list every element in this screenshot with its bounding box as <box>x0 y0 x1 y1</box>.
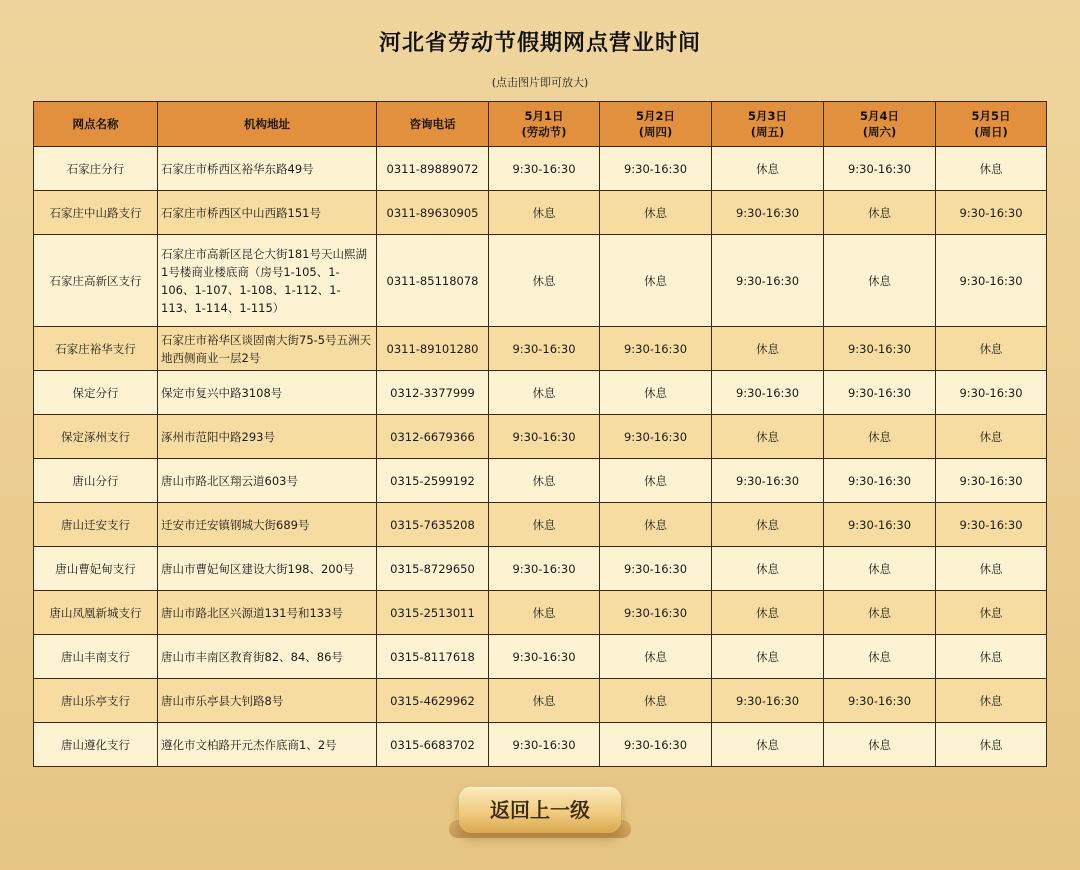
hours-cell-day-5: 休息 <box>936 415 1047 459</box>
hours-cell-day-2: 9:30-16:30 <box>600 147 712 191</box>
header-day-4 <box>824 102 936 147</box>
phone-cell: 0311-89630905 <box>377 191 489 235</box>
branch-name-cell: 唐山凤凰新城支行 <box>34 591 158 635</box>
hours-cell-day-1: 9:30-16:30 <box>489 547 600 591</box>
address-cell: 迁安市迁安镇钢城大街689号 <box>158 503 377 547</box>
address-cell: 石家庄市高新区昆仑大街181号天山熙湖1号楼商业楼底商（房号1-105、1-106、1-107、1-108、1-112、1-113、1-114、1-115） <box>158 235 377 327</box>
phone-cell: 0315-8117618 <box>377 635 489 679</box>
hours-cell-day-3: 休息 <box>712 503 824 547</box>
phone-cell: 0315-7635208 <box>377 503 489 547</box>
hours-cell-day-3: 休息 <box>712 415 824 459</box>
hours-cell-day-1: 休息 <box>489 235 600 327</box>
address-cell: 石家庄市裕华区谈固南大街75-5号五洲天地西侧商业一层2号 <box>158 327 377 371</box>
hours-cell-day-5: 休息 <box>936 147 1047 191</box>
hours-cell-day-2: 休息 <box>600 235 712 327</box>
hours-cell-day-5: 9:30-16:30 <box>936 235 1047 327</box>
hours-cell-day-2: 9:30-16:30 <box>600 327 712 371</box>
hours-cell-day-2: 9:30-16:30 <box>600 547 712 591</box>
hours-cell-day-2: 9:30-16:30 <box>600 591 712 635</box>
hours-cell-day-1: 休息 <box>489 503 600 547</box>
header-day-3 <box>712 102 824 147</box>
hours-cell-day-3: 9:30-16:30 <box>712 371 824 415</box>
header-phone: 咨询电话 <box>377 102 489 147</box>
hours-cell-day-3: 休息 <box>712 723 824 767</box>
address-cell: 唐山市路北区兴源道131号和133号 <box>158 591 377 635</box>
hours-cell-day-4: 9:30-16:30 <box>824 679 936 723</box>
hours-cell-day-1: 9:30-16:30 <box>489 723 600 767</box>
header-day-2-note: (周四) <box>638 125 673 139</box>
hours-cell-day-3: 9:30-16:30 <box>712 191 824 235</box>
address-cell: 石家庄市桥西区裕华东路49号 <box>158 147 377 191</box>
address-cell: 唐山市路北区翔云道603号 <box>158 459 377 503</box>
phone-cell: 0311-89889072 <box>377 147 489 191</box>
hours-cell-day-5: 休息 <box>936 679 1047 723</box>
table-row <box>34 371 1047 415</box>
table-row <box>34 147 1047 191</box>
hours-cell-day-5: 9:30-16:30 <box>936 459 1047 503</box>
hours-cell-day-2: 休息 <box>600 459 712 503</box>
hours-cell-day-3: 休息 <box>712 635 824 679</box>
table-row <box>34 191 1047 235</box>
hours-cell-day-4: 休息 <box>824 235 936 327</box>
hours-cell-day-3: 休息 <box>712 547 824 591</box>
branch-name-cell: 唐山迁安支行 <box>34 503 158 547</box>
hours-cell-day-3: 休息 <box>712 591 824 635</box>
hours-cell-day-4: 9:30-16:30 <box>824 459 936 503</box>
hours-cell-day-2: 休息 <box>600 371 712 415</box>
hours-cell-day-4: 休息 <box>824 635 936 679</box>
table-row <box>34 235 1047 327</box>
address-cell: 唐山市丰南区教育街82、84、86号 <box>158 635 377 679</box>
zoom-hint: (点击图片即可放大) <box>491 76 589 89</box>
table-row <box>34 327 1047 371</box>
branch-name-cell: 唐山分行 <box>34 459 158 503</box>
hours-cell-day-4: 休息 <box>824 191 936 235</box>
branch-name-cell: 唐山曹妃甸支行 <box>34 547 158 591</box>
header-day-2 <box>600 102 712 147</box>
hours-cell-day-4: 9:30-16:30 <box>824 371 936 415</box>
hours-cell-day-4: 9:30-16:30 <box>824 327 936 371</box>
hours-cell-day-2: 9:30-16:30 <box>600 723 712 767</box>
header-day-4-date: 5月4日 <box>859 109 899 123</box>
header-day-4-note: (周六) <box>862 125 897 139</box>
hours-cell-day-5: 9:30-16:30 <box>936 191 1047 235</box>
hours-cell-day-1: 休息 <box>489 371 600 415</box>
phone-cell: 0311-89101280 <box>377 327 489 371</box>
branch-name-cell: 石家庄分行 <box>34 147 158 191</box>
hours-cell-day-1: 休息 <box>489 591 600 635</box>
header-day-1 <box>489 102 600 147</box>
phone-cell: 0312-3377999 <box>377 371 489 415</box>
phone-cell: 0315-8729650 <box>377 547 489 591</box>
table-row <box>34 635 1047 679</box>
phone-cell: 0315-4629962 <box>377 679 489 723</box>
branch-name-cell: 石家庄裕华支行 <box>34 327 158 371</box>
hours-cell-day-5: 9:30-16:30 <box>936 371 1047 415</box>
address-cell: 保定市复兴中路3108号 <box>158 371 377 415</box>
address-cell: 唐山市乐亭县大钊路8号 <box>158 679 377 723</box>
table-header-row <box>34 102 1047 147</box>
hours-cell-day-2: 9:30-16:30 <box>600 415 712 459</box>
header-day-1-note: (劳动节) <box>521 125 567 139</box>
branch-name-cell: 保定分行 <box>34 371 158 415</box>
branch-name-cell: 保定涿州支行 <box>34 415 158 459</box>
table-row <box>34 547 1047 591</box>
hours-cell-day-5: 休息 <box>936 635 1047 679</box>
header-day-5 <box>936 102 1047 147</box>
hours-cell-day-5: 休息 <box>936 547 1047 591</box>
branch-name-cell: 石家庄高新区支行 <box>34 235 158 327</box>
header-address: 机构地址 <box>158 102 377 147</box>
hours-cell-day-4: 9:30-16:30 <box>824 503 936 547</box>
hours-cell-day-3: 9:30-16:30 <box>712 235 824 327</box>
hours-cell-day-1: 9:30-16:30 <box>489 147 600 191</box>
branch-name-cell: 唐山丰南支行 <box>34 635 158 679</box>
hours-cell-day-2: 休息 <box>600 191 712 235</box>
hours-cell-day-1: 休息 <box>489 191 600 235</box>
hours-cell-day-3: 9:30-16:30 <box>712 459 824 503</box>
header-day-2-date: 5月2日 <box>635 109 675 123</box>
table-row <box>34 679 1047 723</box>
address-cell: 石家庄市桥西区中山西路151号 <box>158 191 377 235</box>
hours-cell-day-1: 休息 <box>489 679 600 723</box>
hours-cell-day-2: 休息 <box>600 635 712 679</box>
hours-cell-day-1: 休息 <box>489 459 600 503</box>
address-cell: 唐山市曹妃甸区建设大街198、200号 <box>158 547 377 591</box>
hours-cell-day-2: 休息 <box>600 679 712 723</box>
header-day-3-date: 5月3日 <box>747 109 787 123</box>
phone-cell: 0315-6683702 <box>377 723 489 767</box>
hours-cell-day-5: 休息 <box>936 591 1047 635</box>
address-cell: 遵化市文柏路开元杰作底商1、2号 <box>158 723 377 767</box>
hours-cell-day-4: 休息 <box>824 591 936 635</box>
phone-cell: 0311-85118078 <box>377 235 489 327</box>
table-row <box>34 459 1047 503</box>
hours-cell-day-5: 9:30-16:30 <box>936 503 1047 547</box>
hours-cell-day-4: 9:30-16:30 <box>824 147 936 191</box>
header-day-5-date: 5月5日 <box>971 109 1011 123</box>
hours-cell-day-2: 休息 <box>600 503 712 547</box>
branch-name-cell: 石家庄中山路支行 <box>34 191 158 235</box>
hours-cell-day-1: 9:30-16:30 <box>489 415 600 459</box>
header-branch-name: 网点名称 <box>34 102 158 147</box>
table-row <box>34 415 1047 459</box>
phone-cell: 0315-2599192 <box>377 459 489 503</box>
page-title: 河北省劳动节假期网点营业时间 <box>378 31 701 56</box>
hours-cell-day-5: 休息 <box>936 723 1047 767</box>
branch-name-cell: 唐山乐亭支行 <box>34 679 158 723</box>
header-day-3-note: (周五) <box>750 125 785 139</box>
table-row <box>34 723 1047 767</box>
hours-cell-day-3: 休息 <box>712 327 824 371</box>
hours-cell-day-4: 休息 <box>824 723 936 767</box>
table-row <box>34 503 1047 547</box>
hours-cell-day-4: 休息 <box>824 415 936 459</box>
back-button[interactable]: 返回上一级 <box>459 787 621 833</box>
hours-cell-day-3: 休息 <box>712 147 824 191</box>
hours-cell-day-3: 9:30-16:30 <box>712 679 824 723</box>
header-day-1-date: 5月1日 <box>524 109 564 123</box>
hours-cell-day-5: 休息 <box>936 327 1047 371</box>
branch-name-cell: 唐山遵化支行 <box>34 723 158 767</box>
schedule-table <box>33 101 1047 767</box>
address-cell: 涿州市范阳中路293号 <box>158 415 377 459</box>
phone-cell: 0312-6679366 <box>377 415 489 459</box>
hours-cell-day-1: 9:30-16:30 <box>489 635 600 679</box>
phone-cell: 0315-2513011 <box>377 591 489 635</box>
hours-cell-day-4: 休息 <box>824 547 936 591</box>
header-day-5-note: (周日) <box>974 125 1008 139</box>
table-row <box>34 591 1047 635</box>
hours-cell-day-1: 9:30-16:30 <box>489 327 600 371</box>
